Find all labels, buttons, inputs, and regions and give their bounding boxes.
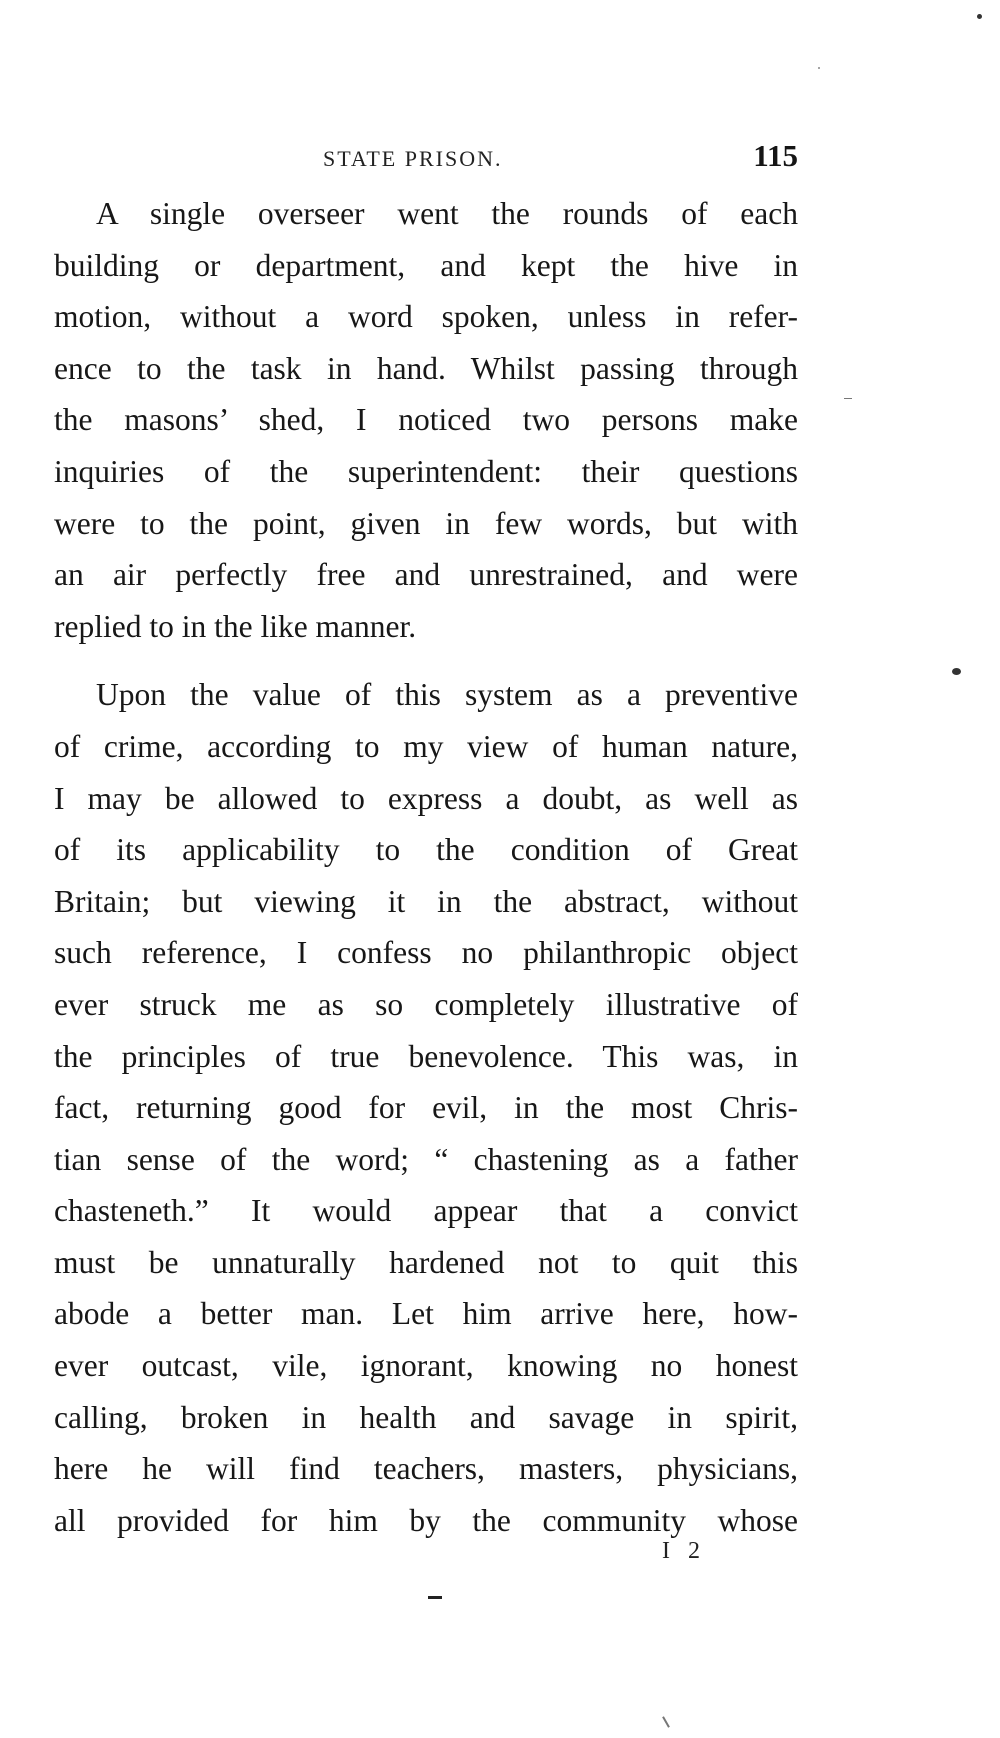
body-text: [54, 188, 798, 1546]
scan-mark: [428, 1596, 442, 1599]
text-line: ever outcast, vile, ignorant, knowing no honest: [54, 1348, 798, 1384]
scan-speck: [952, 668, 961, 675]
text-line: such reference, I confess no philanthropic object: [54, 935, 798, 971]
scan-mark: [662, 1716, 670, 1727]
text-line: inquiries of the superintendent: their questions: [54, 453, 798, 489]
text-line: fact, returning good for evil, in the most Chris-: [54, 1090, 798, 1126]
text-line: chasteneth.” It would appear that a convict: [54, 1193, 798, 1229]
text-line: tian sense of the word; “ chastening as a father: [54, 1141, 798, 1177]
text-line: of crime, according to my view of human nature,: [54, 728, 798, 764]
page-number: 115: [753, 138, 798, 173]
text-line: must be unnaturally hardened not to quit this: [54, 1244, 798, 1280]
paragraph-gap: [54, 652, 798, 669]
text-line: Britain; but viewing it in the abstract, without: [54, 883, 798, 919]
text-line: here he will find teachers, masters, physicians,: [54, 1451, 798, 1487]
running-title: STATE PRISON.: [323, 146, 503, 171]
text-line: an air perfectly free and unrestrained, and were: [54, 557, 798, 593]
text-line: building or department, and kept the hive in: [54, 247, 798, 283]
text-line: I may be allowed to express a doubt, as well as: [54, 780, 798, 816]
scan-speck: [818, 67, 820, 69]
text-line: motion, without a word spoken, unless in refer-: [54, 299, 798, 335]
text-line: all provided for him by the community whose: [54, 1502, 798, 1538]
text-line: were to the point, given in few words, but with: [54, 505, 798, 541]
text-line: Upon the value of this system as a preventive: [96, 677, 798, 713]
text-line: abode a better man. Let him arrive here, how-: [54, 1296, 798, 1332]
text-line: of its applicability to the condition of Great: [54, 832, 798, 868]
scan-speck: [977, 14, 982, 19]
running-head: [58, 138, 798, 178]
text-line: the principles of true benevolence. This was, in: [54, 1038, 798, 1074]
text-line: A single overseer went the rounds of each: [96, 196, 798, 231]
text-line: ence to the task in hand. Whilst passing through: [54, 350, 798, 386]
text-line: replied to in the like manner.: [54, 608, 417, 644]
scan-mark: [844, 398, 852, 399]
signature-mark: I 2: [662, 1538, 706, 1564]
text-line: the masons’ shed, I noticed two persons make: [54, 402, 798, 438]
text-line: calling, broken in health and savage in spirit,: [54, 1399, 798, 1435]
text-line: ever struck me as so completely illustrative of: [54, 986, 798, 1022]
